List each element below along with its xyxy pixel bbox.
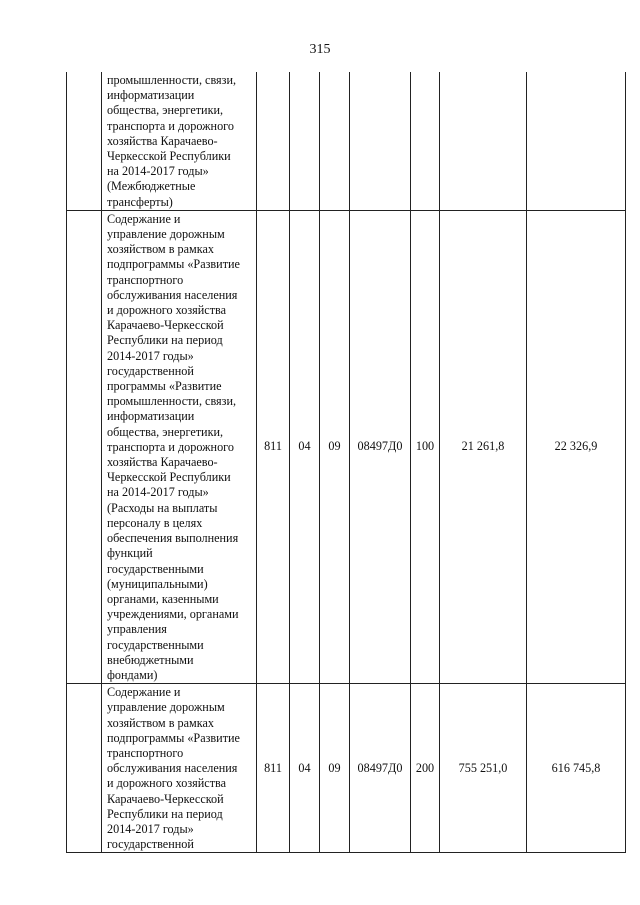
target-article-cell: 08497Д0: [350, 684, 411, 853]
amount-year-1-cell: 21 261,8: [440, 210, 527, 683]
description-line: подпрограммы «Развитие: [107, 730, 240, 745]
description-line: на 2014-2017 годы»: [107, 164, 209, 179]
description-line: управление дорожным: [107, 700, 225, 715]
description-line: подпрограммы «Развитие: [107, 257, 240, 272]
budget-table-container: [66, 72, 625, 853]
description-line: информатизации: [107, 409, 195, 424]
description-line: хозяйства Карачаево-: [107, 455, 218, 470]
recipient-code-cell: 811: [257, 684, 290, 853]
amount-year-1-cell: 755 251,0: [440, 684, 527, 853]
description-line: государственной: [107, 837, 194, 852]
description-line: 2014-2017 годы»: [107, 821, 194, 836]
amount-year-1-cell: [440, 72, 527, 210]
description-line: персоналу в целях: [107, 515, 203, 530]
description-line: хозяйством в рамках: [107, 715, 214, 730]
description-line: Черкесской Республики: [107, 470, 231, 485]
table-body: [67, 72, 626, 853]
section-cell: 04: [290, 684, 320, 853]
description-line: Республики на период: [107, 333, 223, 348]
row-number-cell: [67, 210, 102, 683]
row-number-cell: [67, 72, 102, 210]
section-cell: [290, 72, 320, 210]
description-line: и дорожного хозяйства: [107, 776, 227, 791]
description-cell: [102, 210, 257, 683]
description-cell: [102, 684, 257, 853]
description-line: хозяйством в рамках: [107, 242, 214, 257]
amount-year-2-cell: 22 326,9: [527, 210, 626, 683]
amount-year-2-cell: 616 745,8: [527, 684, 626, 853]
amount-year-2-cell: [527, 72, 626, 210]
description-line: управления: [107, 622, 167, 637]
description-line: транспорта и дорожного: [107, 118, 234, 133]
description-line: и дорожного хозяйства: [107, 303, 227, 318]
description-line: обеспечения выполнения: [107, 531, 239, 546]
description-line: Содержание и: [107, 211, 181, 226]
description-line: общества, энергетики,: [107, 424, 224, 439]
description-line: государственной: [107, 363, 194, 378]
description-line: транспортного: [107, 272, 184, 287]
target-article-cell: 08497Д0: [350, 210, 411, 683]
description-line: на 2014-2017 годы»: [107, 485, 209, 500]
subsection-cell: 09: [320, 210, 350, 683]
description-line: промышленности, связи,: [107, 73, 237, 87]
recipient-code-cell: 811: [257, 210, 290, 683]
description-line: управление дорожным: [107, 227, 225, 242]
description-line: хозяйства Карачаево-: [107, 133, 218, 148]
table-row: [67, 72, 626, 210]
table-row: [67, 210, 626, 683]
description-line: Содержание и: [107, 685, 181, 700]
expense-kind-cell: 200: [411, 684, 440, 853]
description-line: промышленности, связи,: [107, 394, 237, 409]
description-line: государственными: [107, 637, 204, 652]
table-row: [67, 684, 626, 853]
description-line: (муниципальными): [107, 576, 208, 591]
target-article-cell: [350, 72, 411, 210]
description-line: (Расходы на выплаты: [107, 500, 218, 515]
description-line: учреждениями, органами: [107, 607, 239, 622]
row-number-cell: [67, 684, 102, 853]
description-line: органами, казенными: [107, 591, 219, 606]
description-line: обслуживания населения: [107, 761, 238, 776]
expense-kind-cell: [411, 72, 440, 210]
description-line: Карачаево-Черкесской: [107, 318, 224, 333]
recipient-code-cell: [257, 72, 290, 210]
description-line: обслуживания населения: [107, 287, 238, 302]
expense-kind-cell: 100: [411, 210, 440, 683]
description-line: транспортного: [107, 745, 184, 760]
subsection-cell: [320, 72, 350, 210]
description-line: общества, энергетики,: [107, 103, 224, 118]
description-line: государственными: [107, 561, 204, 576]
description-line: трансферты): [107, 194, 173, 209]
description-line: Черкесской Республики: [107, 149, 231, 164]
description-line: внебюджетными: [107, 652, 194, 667]
section-cell: 04: [290, 210, 320, 683]
description-line: функций: [107, 546, 153, 561]
description-line: Республики на период: [107, 806, 223, 821]
page-number: 315: [309, 42, 331, 57]
description-cell: [102, 72, 257, 210]
subsection-cell: 09: [320, 684, 350, 853]
description-line: фондами): [107, 667, 158, 682]
description-line: транспорта и дорожного: [107, 439, 234, 454]
description-line: программы «Развитие: [107, 379, 222, 394]
description-line: информатизации: [107, 88, 195, 103]
budget-table: [66, 72, 626, 853]
description-line: Карачаево-Черкесской: [107, 791, 224, 806]
description-line: 2014-2017 годы»: [107, 348, 194, 363]
description-line: (Межбюджетные: [107, 179, 196, 194]
